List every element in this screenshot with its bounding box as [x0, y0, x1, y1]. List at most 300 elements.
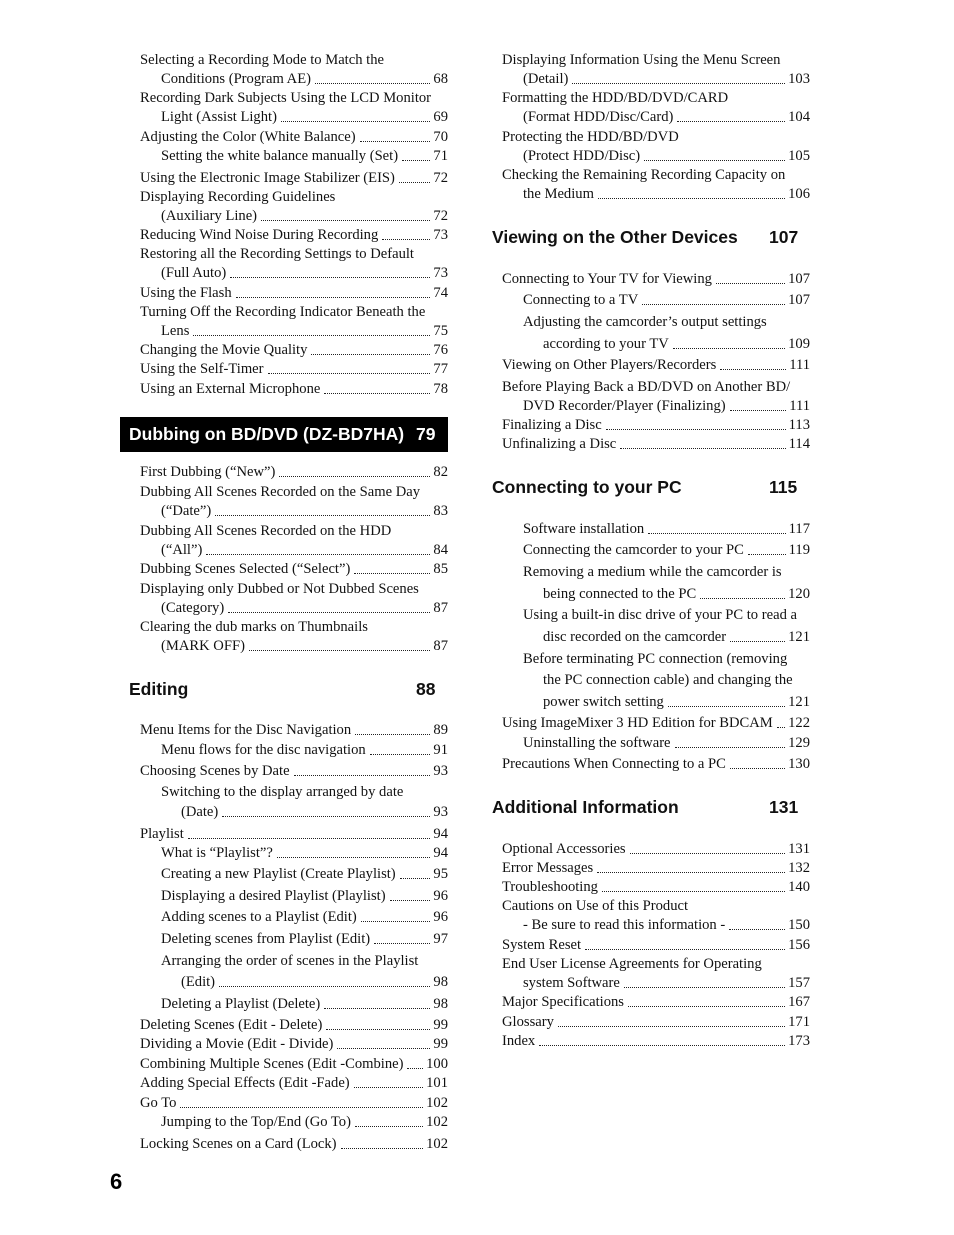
dot-leader — [777, 714, 785, 728]
toc-entry-page: 91 — [433, 742, 448, 758]
toc-entry-page: 171 — [788, 1014, 810, 1030]
toc-entry-title: Finalizing a Disc — [502, 417, 602, 433]
toc-entry[interactable] — [140, 825, 448, 844]
toc-entry-title: DVD Recorder/Player (Finalizing) — [523, 398, 726, 414]
toc-entry-title: Deleting scenes from Playlist (Edit) — [161, 931, 371, 947]
toc-entry-page: 96 — [433, 909, 448, 925]
toc-entry-text: Dubbing All Scenes Recorded on the Same Day — [140, 484, 421, 500]
dot-leader — [585, 936, 785, 950]
dot-leader — [374, 930, 430, 944]
toc-entry-page: 104 — [788, 109, 810, 125]
dot-leader — [407, 1055, 423, 1069]
toc-entry-title: Menu Items for the Disc Navigation — [140, 722, 352, 738]
section-title: Connecting to your PC — [492, 477, 682, 497]
toc-entry-title: Choosing Scenes by Date — [140, 763, 290, 779]
toc-entry[interactable] — [140, 522, 448, 560]
toc-entry-title: power switch setting — [543, 694, 664, 710]
toc-entry-title: System Reset — [502, 937, 582, 953]
toc-entry-page: 94 — [433, 826, 448, 842]
dot-leader — [326, 1016, 430, 1030]
toc-entry-text: Checking the Remaining Recording Capacity on — [502, 167, 786, 183]
toc-entry[interactable] — [502, 878, 810, 897]
toc-entry[interactable] — [502, 356, 810, 375]
toc-entry-title: Dubbing Scenes Selected (“Select”) — [140, 561, 351, 577]
toc-entry-page: 130 — [788, 756, 810, 772]
toc-entry[interactable] — [140, 51, 448, 89]
toc-entry-title: Index — [502, 1033, 536, 1049]
toc-entry-page: 114 — [788, 436, 810, 452]
toc-entry-page: 78 — [433, 381, 448, 397]
toc-entry-title: Unfinalizing a Disc — [502, 436, 617, 452]
toc-entry-page: 74 — [433, 285, 448, 301]
toc-entry[interactable] — [140, 245, 448, 283]
toc-entry-title: Changing the Movie Quality — [140, 342, 308, 358]
dot-leader — [354, 1074, 423, 1088]
toc-entry[interactable] — [140, 580, 448, 618]
section-heading-viewing[interactable] — [492, 227, 799, 248]
toc-entry[interactable] — [502, 563, 810, 604]
toc-entry[interactable] — [502, 435, 810, 454]
dot-leader — [630, 840, 785, 854]
section-heading-pc[interactable] — [492, 477, 798, 498]
dot-leader — [315, 70, 430, 84]
dot-leader — [602, 878, 785, 892]
toc-entry-title: (Auxiliary Line) — [161, 208, 258, 224]
toc-entry-title: Adjusting the Color (White Balance) — [140, 129, 356, 145]
toc-entry[interactable] — [502, 1032, 810, 1051]
toc-entry[interactable] — [140, 783, 448, 822]
toc-entry-title: Lens — [161, 323, 190, 339]
dot-leader — [628, 993, 785, 1007]
toc-entry-page: 121 — [788, 694, 810, 710]
toc-entry-title: Error Messages — [502, 860, 594, 876]
toc-entry-title: Using an External Microphone — [140, 381, 321, 397]
toc-entry-page: 93 — [433, 804, 448, 820]
dot-leader — [539, 1032, 785, 1046]
toc-entry[interactable] — [140, 226, 448, 245]
toc-entry-page: 107 — [788, 271, 810, 287]
toc-entry[interactable] — [140, 128, 448, 147]
toc-entry-text: Switching to the display arranged by date — [161, 784, 404, 800]
toc-entry-page: 132 — [788, 860, 810, 876]
toc-entry[interactable] — [140, 1094, 448, 1113]
toc-entry-title: (Detail) — [523, 71, 569, 87]
toc-entry-page: 106 — [788, 186, 810, 202]
toc-entry-text: End User License Agreements for Operating — [502, 956, 762, 972]
toc-entry-page: 68 — [433, 71, 448, 87]
dot-leader — [730, 755, 785, 769]
toc-entry-title: (MARK OFF) — [161, 638, 245, 654]
toc-entry-text: Before terminating PC connection (removing — [523, 651, 788, 667]
page-number: 6 — [110, 1169, 123, 1194]
toc-entry[interactable] — [140, 908, 448, 927]
toc-entry-title: Combining Multiple Scenes (Edit -Combine) — [140, 1056, 404, 1072]
dot-leader — [281, 108, 430, 122]
toc-entry[interactable] — [140, 463, 448, 482]
toc-entry[interactable] — [140, 995, 448, 1014]
toc-entry[interactable] — [502, 128, 810, 166]
toc-entry-page: 99 — [433, 1036, 448, 1052]
toc-entry[interactable] — [502, 734, 810, 753]
dot-leader — [598, 185, 785, 199]
toc-entry-title: Using the Electronic Image Stabilizer (EIS) — [140, 170, 395, 186]
toc-entry-page: 120 — [788, 586, 810, 602]
dot-leader — [606, 416, 786, 430]
toc-entry[interactable] — [140, 865, 448, 884]
toc-entry-page: 87 — [433, 600, 448, 616]
toc-entry-title: Troubleshooting — [502, 879, 598, 895]
toc-entry[interactable] — [140, 741, 448, 760]
toc-entry-page: 121 — [788, 629, 810, 645]
toc-entry-text: Dubbing All Scenes Recorded on the HDD — [140, 523, 392, 539]
dot-leader — [228, 599, 430, 613]
toc-entry-page: 70 — [433, 129, 448, 145]
toc-entry-title: Creating a new Playlist (Create Playlist) — [161, 866, 396, 882]
section-page: 131 — [769, 797, 799, 817]
dot-leader — [624, 974, 785, 988]
dot-leader — [399, 169, 431, 183]
toc-entry-page: 94 — [433, 845, 448, 861]
section-page: 88 — [416, 679, 436, 699]
toc-entry-title: Software installation — [523, 521, 645, 537]
toc-entry-title: Adding Special Effects (Edit -Fade) — [140, 1075, 350, 1091]
dot-leader — [558, 1013, 785, 1027]
toc-entry-title: (“All”) — [161, 542, 203, 558]
toc-entry-title: What is “Playlist”? — [161, 845, 273, 861]
toc-entry[interactable] — [140, 887, 448, 906]
toc-entry-title: Jumping to the Top/End (Go To) — [161, 1114, 351, 1130]
toc-entry-title: according to your TV — [543, 336, 669, 352]
toc-entry-page: 75 — [433, 323, 448, 339]
section-heading-additional[interactable] — [492, 797, 799, 818]
dot-leader — [180, 1094, 423, 1108]
toc-entry-text: Removing a medium while the camcorder is — [523, 564, 782, 580]
toc-entry-title: First Dubbing (“New”) — [140, 464, 276, 480]
toc-entry-page: 103 — [788, 71, 810, 87]
dot-leader — [748, 541, 786, 555]
toc-entry-text: Restoring all the Recording Settings to Default — [140, 246, 414, 262]
dot-leader — [355, 1113, 423, 1127]
toc-entry-title: system Software — [523, 975, 620, 991]
toc-entry-text: Before Playing Back a BD/DVD on Another BD/ — [502, 379, 791, 395]
toc-entry-title: Optional Accessories — [502, 841, 626, 857]
dot-leader — [597, 859, 785, 873]
toc-entry-title: Deleting Scenes (Edit - Delete) — [140, 1017, 323, 1033]
toc-entry-title: Precautions When Connecting to a PC — [502, 756, 726, 772]
toc-entry-page: 85 — [433, 561, 448, 577]
toc-entry[interactable] — [502, 520, 810, 539]
toc-entry-page: 105 — [788, 148, 810, 164]
dot-leader — [370, 741, 431, 755]
toc-entry[interactable] — [140, 930, 448, 949]
toc-entry-title: Major Specifications — [502, 994, 624, 1010]
toc-entry-page: 82 — [433, 464, 448, 480]
toc-entry[interactable] — [140, 560, 448, 579]
dot-leader — [360, 128, 431, 142]
toc-entry-page: 99 — [433, 1017, 448, 1033]
dot-leader — [206, 541, 430, 555]
toc-entry-page: 87 — [433, 638, 448, 654]
toc-entry-page: 156 — [788, 937, 810, 953]
toc-entry-text: Selecting a Recording Mode to Match the — [140, 52, 384, 68]
toc-entry[interactable] — [502, 993, 810, 1012]
dot-leader — [620, 435, 785, 449]
toc-entry[interactable] — [140, 1055, 448, 1074]
dot-leader — [642, 291, 785, 305]
toc-entry-text: Displaying Recording Guidelines — [140, 189, 336, 205]
toc-entry-title: Connecting to Your TV for Viewing — [502, 271, 712, 287]
toc-entry-page: 140 — [788, 879, 810, 895]
section-title: Additional Information — [492, 797, 679, 817]
toc-entry-title: (Date) — [181, 804, 219, 820]
toc-entry-page: 107 — [788, 292, 810, 308]
toc-entry-title: Conditions (Program AE) — [161, 71, 311, 87]
dot-leader — [390, 887, 431, 901]
dot-leader — [268, 360, 431, 374]
toc-entry-title: Using the Flash — [140, 285, 232, 301]
toc-entry-page: 72 — [433, 170, 448, 186]
toc-entry-page: 101 — [426, 1075, 448, 1091]
toc-entry-text: Using a built-in disc drive of your PC to read a — [523, 607, 797, 623]
toc-entry-title: - Be sure to read this information - — [523, 917, 726, 933]
toc-entry-title: Using ImageMixer 3 HD Edition for BDCAM — [502, 715, 773, 731]
toc-entry[interactable] — [140, 303, 448, 341]
toc-entry-title: Connecting the camcorder to your PC — [523, 542, 744, 558]
toc-entry-title: disc recorded on the camcorder — [543, 629, 727, 645]
toc-entry-text: Displaying only Dubbed or Not Dubbed Scenes — [140, 581, 419, 597]
toc-entry[interactable] — [140, 1135, 448, 1154]
toc-entry-page: 150 — [788, 917, 810, 933]
toc-entry-page: 69 — [433, 109, 448, 125]
dot-leader — [215, 502, 430, 516]
dot-leader — [382, 226, 430, 240]
dot-leader — [677, 108, 785, 122]
toc-entry[interactable] — [502, 897, 810, 935]
toc-entry-title: Glossary — [502, 1014, 554, 1030]
toc-entry-title: Dividing a Movie (Edit - Divide) — [140, 1036, 334, 1052]
toc-entry[interactable] — [140, 721, 448, 740]
toc-entry-page: 173 — [788, 1033, 810, 1049]
section-title: Editing — [129, 679, 189, 699]
dot-leader — [402, 147, 430, 161]
toc-entry[interactable] — [502, 378, 810, 416]
toc-entry[interactable] — [502, 166, 810, 204]
toc-entry-title: the Medium — [523, 186, 594, 202]
section-title: Dubbing on BD/DVD (DZ-BD7HA) — [129, 424, 405, 444]
toc-entry-text: Adjusting the camcorder’s output settings — [523, 314, 767, 330]
dot-leader — [294, 762, 431, 776]
toc-entry-page: 119 — [788, 542, 810, 558]
toc-entry[interactable] — [140, 618, 448, 656]
toc-entry[interactable] — [502, 291, 810, 310]
dot-leader — [644, 147, 785, 161]
dot-leader — [324, 380, 430, 394]
dot-leader — [355, 721, 430, 735]
toc-entry[interactable] — [140, 762, 448, 781]
dot-leader — [230, 264, 430, 278]
toc-entry-page: 89 — [433, 722, 448, 738]
dot-leader — [324, 995, 430, 1009]
section-title: Viewing on the Other Devices — [492, 227, 738, 247]
toc-entry-text: Arranging the order of scenes in the Playlist — [161, 953, 419, 969]
dot-leader — [337, 1035, 430, 1049]
toc-entry-title: (Protect HDD/Disc) — [523, 148, 641, 164]
toc-entry[interactable] — [502, 270, 810, 289]
toc-entry-page: 117 — [788, 521, 810, 537]
dot-leader — [730, 628, 785, 642]
toc-entry[interactable] — [140, 1113, 448, 1132]
toc-entry-page: 111 — [789, 357, 810, 373]
dot-leader — [700, 585, 785, 599]
toc-entry-page: 77 — [433, 361, 448, 377]
dot-leader — [361, 908, 431, 922]
toc-entry-page: 100 — [426, 1056, 448, 1072]
toc-entry-page: 102 — [426, 1114, 448, 1130]
dot-leader — [249, 637, 430, 651]
toc-entry-page: 167 — [788, 994, 810, 1010]
section-heading-dubbing[interactable] — [120, 417, 448, 452]
toc-entry-text: Displaying Information Using the Menu Screen — [502, 52, 781, 68]
toc-entry-page: 97 — [433, 931, 448, 947]
dot-leader — [193, 322, 430, 336]
toc-entry-page: 113 — [788, 417, 810, 433]
dot-leader — [648, 520, 785, 534]
toc-entry[interactable] — [140, 89, 448, 127]
toc-entry-title: Locking Scenes on a Card (Lock) — [140, 1136, 337, 1152]
toc-entry[interactable] — [140, 483, 448, 521]
toc-entry[interactable] — [502, 1013, 810, 1032]
toc-entry-page: 84 — [433, 542, 448, 558]
dot-leader — [236, 284, 431, 298]
dot-leader — [400, 865, 431, 879]
dot-leader — [572, 70, 785, 84]
dot-leader — [675, 734, 786, 748]
toc-entry-title: (Full Auto) — [161, 265, 227, 281]
toc-entry-page: 111 — [789, 398, 810, 414]
toc-entry-title: Deleting a Playlist (Delete) — [161, 996, 321, 1012]
toc-entry-title: Playlist — [140, 826, 184, 842]
toc-entry-page: 93 — [433, 763, 448, 779]
toc-entry-page: 98 — [433, 974, 448, 990]
toc-entry-page: 131 — [788, 841, 810, 857]
toc-entry[interactable] — [502, 955, 810, 993]
dot-leader — [219, 973, 430, 987]
toc-entry-title: (Format HDD/Disc/Card) — [523, 109, 674, 125]
toc-entry-title: Connecting to a TV — [523, 292, 639, 308]
toc-entry-page: 96 — [433, 888, 448, 904]
toc-entry-title: Adding scenes to a Playlist (Edit) — [161, 909, 357, 925]
toc-entry-text: the PC connection cable) and changing the — [543, 672, 793, 688]
dot-leader — [729, 916, 785, 930]
toc-entry-title: Using the Self-Timer — [140, 361, 264, 377]
section-heading-editing[interactable] — [129, 679, 436, 700]
toc-entry[interactable] — [502, 416, 810, 435]
toc-entry-text: Formatting the HDD/BD/DVD/CARD — [502, 90, 729, 106]
toc-entry[interactable] — [140, 341, 448, 360]
toc-entry[interactable] — [140, 380, 448, 399]
toc-entry[interactable] — [502, 606, 810, 647]
section-page: 79 — [416, 424, 436, 444]
toc-entry-page: 102 — [426, 1136, 448, 1152]
toc-entry-page: 72 — [433, 208, 448, 224]
dot-leader — [354, 560, 430, 574]
dot-leader — [222, 803, 430, 817]
section-page: 115 — [769, 477, 798, 497]
toc-entry[interactable] — [140, 844, 448, 863]
toc-entry-page: 71 — [433, 148, 448, 164]
toc-entry[interactable] — [502, 714, 810, 733]
toc-entry-page: 76 — [433, 342, 448, 358]
toc-entry[interactable] — [140, 1035, 448, 1054]
toc-entry-title: Reducing Wind Noise During Recording — [140, 227, 379, 243]
toc-entry[interactable] — [140, 1016, 448, 1035]
dot-leader — [279, 463, 430, 477]
toc-entry-title: (“Date”) — [161, 503, 212, 519]
toc-entry-title: Go To — [140, 1095, 177, 1111]
dot-leader — [341, 1135, 424, 1149]
toc-entry[interactable] — [140, 1074, 448, 1093]
toc-entry-title: Displaying a desired Playlist (Playlist) — [161, 888, 386, 904]
toc-entry-text: Turning Off the Recording Indicator Beneath the — [140, 304, 426, 320]
toc-entry[interactable] — [502, 313, 810, 354]
toc-entry[interactable] — [140, 284, 448, 303]
toc-entry[interactable] — [502, 755, 810, 774]
toc-entry-page: 109 — [788, 336, 810, 352]
toc-entry[interactable] — [140, 188, 448, 226]
toc-entry[interactable] — [502, 51, 810, 89]
toc-entry[interactable] — [502, 936, 810, 955]
toc-entry-text: Protecting the HDD/BD/DVD — [502, 129, 679, 145]
toc-entry[interactable] — [140, 360, 448, 379]
toc-entry[interactable] — [502, 89, 810, 127]
toc-entry[interactable] — [140, 147, 448, 166]
toc-entry-page: 102 — [426, 1095, 448, 1111]
toc-entry-page: 122 — [788, 715, 810, 731]
dot-leader — [720, 356, 786, 370]
toc-entry-title: Uninstalling the software — [523, 735, 671, 751]
dot-leader — [261, 207, 430, 221]
toc-entry-title: being connected to the PC — [543, 586, 697, 602]
toc-entry[interactable] — [140, 169, 448, 188]
dot-leader — [730, 397, 787, 411]
toc-entry-page: 73 — [433, 227, 448, 243]
toc-entry-text: Recording Dark Subjects Using the LCD Monitor — [140, 90, 432, 106]
toc-entry-page: 129 — [788, 735, 810, 751]
toc-entry-title: (Edit) — [181, 974, 216, 990]
dot-leader — [716, 270, 785, 284]
toc-entry[interactable] — [502, 859, 810, 878]
toc-entry-title: (Category) — [161, 600, 225, 616]
toc-entry-title: Viewing on Other Players/Recorders — [502, 357, 717, 373]
toc-entry-page: 157 — [788, 975, 810, 991]
toc-entry-page: 98 — [433, 996, 448, 1012]
section-page: 107 — [769, 227, 799, 247]
dot-leader — [311, 341, 430, 355]
dot-leader — [188, 825, 431, 839]
dot-leader — [668, 693, 785, 707]
toc-entry-text: Cautions on Use of this Product — [502, 898, 689, 914]
toc-entry[interactable] — [502, 840, 810, 859]
toc-entry-title: Setting the white balance manually (Set) — [161, 148, 399, 164]
toc-entry[interactable] — [502, 541, 810, 560]
toc-entry-title: Light (Assist Light) — [161, 109, 277, 125]
toc-entry[interactable] — [502, 650, 810, 712]
toc-entry[interactable] — [140, 952, 448, 992]
dot-leader — [673, 335, 785, 349]
toc-entry-text: Clearing the dub marks on Thumbnails — [140, 619, 368, 635]
toc-entry-page: 83 — [433, 503, 448, 519]
toc-entry-page: 95 — [433, 866, 448, 882]
